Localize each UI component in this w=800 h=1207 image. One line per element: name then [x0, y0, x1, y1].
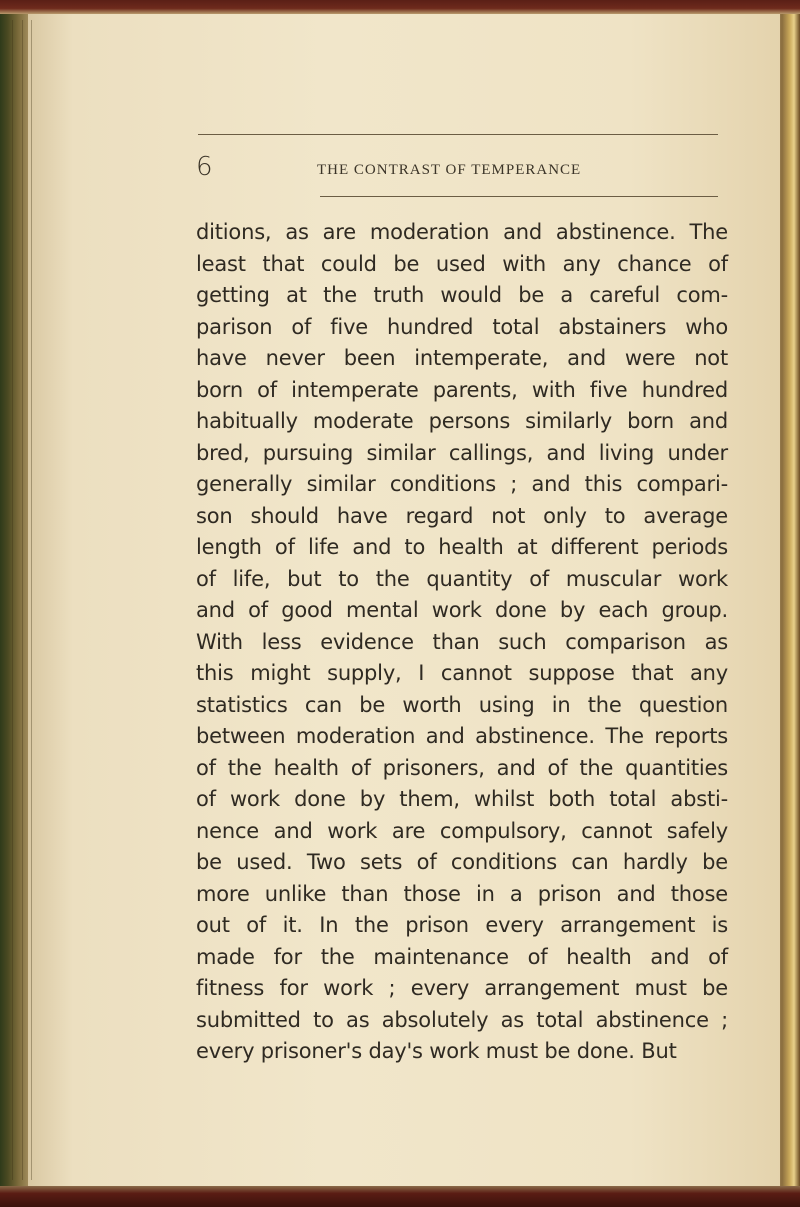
- header-rule-top: [198, 134, 718, 135]
- text-line: parison of five hundred total abstainers who: [196, 314, 728, 339]
- bottom-binding-edge: [0, 1186, 800, 1207]
- text-line: son should have regard not only to average: [196, 503, 728, 528]
- text-line: generally similar conditions ; and this compari-: [196, 472, 728, 496]
- text-line: more unlike than those in a prison and those: [196, 881, 728, 906]
- text-line: this might supply, I cannot suppose that any: [196, 661, 728, 685]
- gutter-line: [22, 20, 23, 1180]
- text-line: ditions, as are moderation and abstinence. The: [196, 220, 728, 244]
- text-line: born of intemperate parents, with five hundred: [196, 377, 728, 402]
- text-line: have never been intemperate, and were not: [196, 346, 728, 370]
- text-line: fitness for work ; every arrangement must be: [196, 976, 728, 1000]
- top-binding-edge: [0, 0, 800, 14]
- running-title: THE CONTRAST OF TEMPERANCE: [317, 162, 582, 178]
- text-line: length of life and to health at different periods: [196, 535, 728, 559]
- text-line: made for the maintenance of health and of: [196, 944, 728, 969]
- text-line: submitted to as absolutely as total abstinence ;: [196, 1007, 728, 1032]
- text-line: between moderation and abstinence. The reports: [196, 724, 728, 748]
- text-line: and of good mental work done by each group.: [196, 598, 728, 622]
- text-line: be used. Two sets of conditions can hardly be: [196, 850, 728, 874]
- body-text: [196, 217, 728, 1068]
- text-line: nence and work are compulsory, cannot safely: [196, 818, 728, 843]
- page-number: 6: [196, 152, 213, 182]
- text-line: of the health of prisoners, and of the quantities: [196, 755, 728, 780]
- text-line: statistics can be worth using in the question: [196, 692, 728, 717]
- header-rule-bottom: [320, 196, 718, 197]
- text-line: bred, pursuing similar callings, and living under: [196, 440, 728, 465]
- text-line: out of it. In the prison every arrangement is: [196, 913, 728, 937]
- gutter-line: [12, 20, 13, 1180]
- text-line: of life, but to the quantity of muscular work: [196, 566, 728, 591]
- text-line: least that could be used with any chance of: [196, 251, 728, 276]
- text-line: With less evidence than such comparison as: [196, 629, 728, 654]
- text-line: every prisoner's day's work must be done. But: [196, 1039, 677, 1063]
- text-line: getting at the truth would be a careful com-: [196, 283, 728, 307]
- gutter-line: [31, 20, 32, 1180]
- text-line: habitually moderate persons similarly born and: [196, 409, 728, 433]
- text-line: of work done by them, whilst both total absti-: [196, 787, 728, 811]
